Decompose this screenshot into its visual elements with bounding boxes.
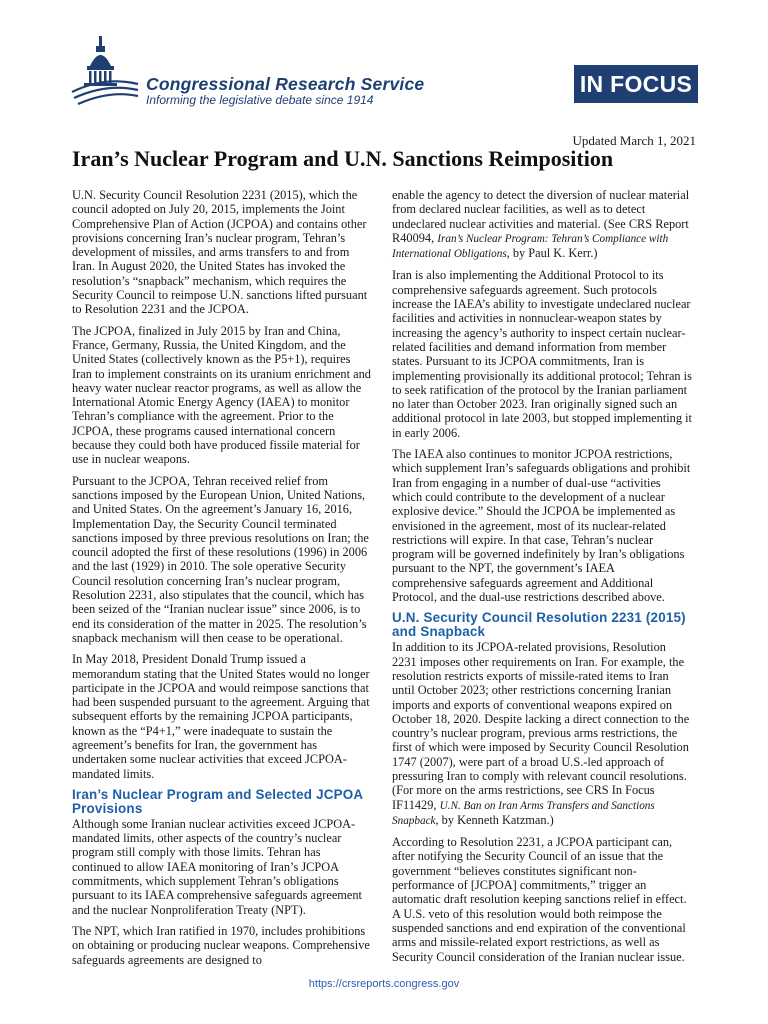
- paragraph: U.N. Security Council Resolution 2231 (2015), which the council adopted on July 20, 2015, implements the Joint Comprehensive Plan of Action (JCPOA) and contains other provisions concerning Iran’s nuclear program, Tehran’s development of missiles, and arms transfers to and from Iran. In August 2020, the United States has invoked the resolution’s “snapback” mechanism, which requires the Security Council to reimpose U.N. sanctions lifted pursuant to Resolution 2231 and the JCPOA.: [72, 188, 368, 317]
- org-name: Congressional Research Service: [146, 74, 425, 94]
- section-heading: U.N. Security Council Resolution 2231 (2015) and Snapback: [392, 610, 686, 640]
- paragraph: Pursuant to the JCPOA, Tehran received relief from sanctions imposed by the European Union, United Nations, and United States. On the agreement’s January 16, 2016, Implementation Day, the Security Council terminated sanctions imposed by three previous resolutions on Iran; the council adopted the first of these resolutions (1996) in 2006 and the last (1929) in 2010. The sole operative Security Council resolution concerning Iran’s nuclear program, Resolution 2231, also stipulates that the council, which has been seized of the “Iranian nuclear issue” since 2006, is to end its consideration of the matter in 2025. The resolution’s snapback mechanism will then cease to be operational.: [72, 473, 369, 645]
- section-heading: Iran’s Nuclear Program and Selected JCPOA Provisions: [72, 786, 363, 816]
- text-run: In addition to its JCPOA-related provisions, Resolution 2231 imposes other requirements on Iran. For example, the resolution restricts exports of missile-rated items to Iran until October 2023; other restrictions concerning Iranian imports and exports of conventional weapons expired on October 18, 2020. Despite lacking a direct connection to the country’s nuclear program, previous arms restrictions, the first of which were imposed by Security Council Resolution 1747 (2007), were part of a broad U.S.-led approach of pressuring Iran to comply with relevant council resolutions. (For more on the arms restrictions, see CRS In Focus IF11429,: [392, 640, 690, 812]
- paragraph: Iran is also implementing the Additional Protocol to its comprehensive safeguards agreement. Such protocols increase the IAEA’s ability to investigate undeclared nuclear facilities and activities in nonnuclear-weapon states by increasing the agency’s authority to inspect certain nuclear-related facilities and demand information from member states. Pursuant to its JCPOA commitments, Iran is implementing provisionally its additional protocol; Tehran is to seek ratification of the protocol by the Iranian parliament no later than October 2023. Iran originally signed such an additional protocol in late 2003, but stopped implementing it in early 2006.: [392, 268, 692, 440]
- page-title: Iran’s Nuclear Program and U.N. Sanctions Reimposition: [72, 146, 614, 171]
- capitol-dome-icon: [70, 36, 140, 108]
- text-run: , by Paul K. Kerr.): [506, 246, 598, 261]
- footer-url-link[interactable]: https://crsreports.congress.gov: [308, 978, 460, 990]
- left-column: [72, 188, 372, 974]
- paragraph: The JCPOA, finalized in July 2015 by Iran and China, France, Germany, Russia, the United Kingdom, and the United States (collectively known as the P5+1), requires Iran to implement constraints on its uranium enrichment and heavy water nuclear reactor programs, as well as allow the International Atomic Energy Agency (IAEA) to monitor Tehran’s compliance with the agreement. Prior to the JCPOA, these programs caused international concern because they could both have produced fissile material for use in nuclear weapons.: [72, 323, 371, 467]
- paragraph: Although some Iranian nuclear activities exceed JCPOA-mandated limits, other aspects of the country’s nuclear program still comply with those limits. Tehran has continued to allow IAEA monitoring of Iran’s JCPOA commitments, which supplement Tehran’s obligations pursuant to its IAEA comprehensive safeguards agreement and the nuclear Nonproliferation Treaty (NPT).: [72, 816, 362, 917]
- report-citation: Iran’s Nuclear Program: Tehran’s Compliance with International Obligations: [392, 232, 669, 261]
- paragraph: The IAEA also continues to monitor JCPOA restrictions, which supplement Iran’s safeguards obligations and prohibit Iran from engaging in a number of dual-use “activities which could contribute to the development of a nuclear explosive device.” Should the JCPOA be implemented as envisioned in the agreement, most of its nuclear-related restrictions will expire. In that case, Tehran’s nuclear program will be governed indefinitely by Iran’s obligations pursuant to the NPT, the government’s IAEA comprehensive safeguards agreement and Additional Protocol, and the dual-use restrictions described above.: [392, 447, 691, 605]
- paragraph: [392, 640, 692, 828]
- text-run: , by Kenneth Katzman.): [435, 812, 554, 827]
- paragraph: In May 2018, President Donald Trump issued a memorandum stating that the United States would no longer participate in the JCPOA and would reimpose sanctions that had been suspended pursuant to the agreement. Arguing that subsequent efforts by the remaining JCPOA participants, known as the “P4+1,” were inadequate to sustain the agreement’s benefits for Iran, the government has undertaken some nuclear activities that exceed JCPOA-mandated limits.: [72, 652, 370, 781]
- paragraph: According to Resolution 2231, a JCPOA participant can, after notifying the Security Council of an issue that the government “believes constitutes significant non-performance of [JCPOA] commitments,” trigger an automatic draft resolution keeping sanctions relief in effect. A U.S. veto of this resolution would both reimpose the suspended sanctions and end expiration of the conventional arms and missile-related export restrictions, as well as Security Council consideration of the Iranian nuclear issue.: [392, 835, 687, 964]
- text-run: enable the agency to detect the diversion of nuclear material from declared nuclear facilities, as well as to detect undeclared nuclear activities and material. (See CRS Report R40094,: [392, 188, 690, 245]
- page-header: [0, 0, 768, 120]
- report-citation: U.N. Ban on Iran Arms Transfers and Sanctions Snapback: [392, 799, 655, 827]
- paragraph: The NPT, which Iran ratified in 1970, includes prohibitions on obtaining or producing nuclear weapons. Comprehensive safeguards agreements are designed to: [72, 923, 370, 967]
- right-column: [392, 188, 692, 971]
- paragraph: [392, 188, 692, 261]
- in-focus-badge: IN FOCUS: [574, 65, 698, 103]
- updated-date: Updated March 1, 2021: [572, 133, 696, 148]
- org-tagline: Informing the legislative debate since 1914: [146, 93, 374, 107]
